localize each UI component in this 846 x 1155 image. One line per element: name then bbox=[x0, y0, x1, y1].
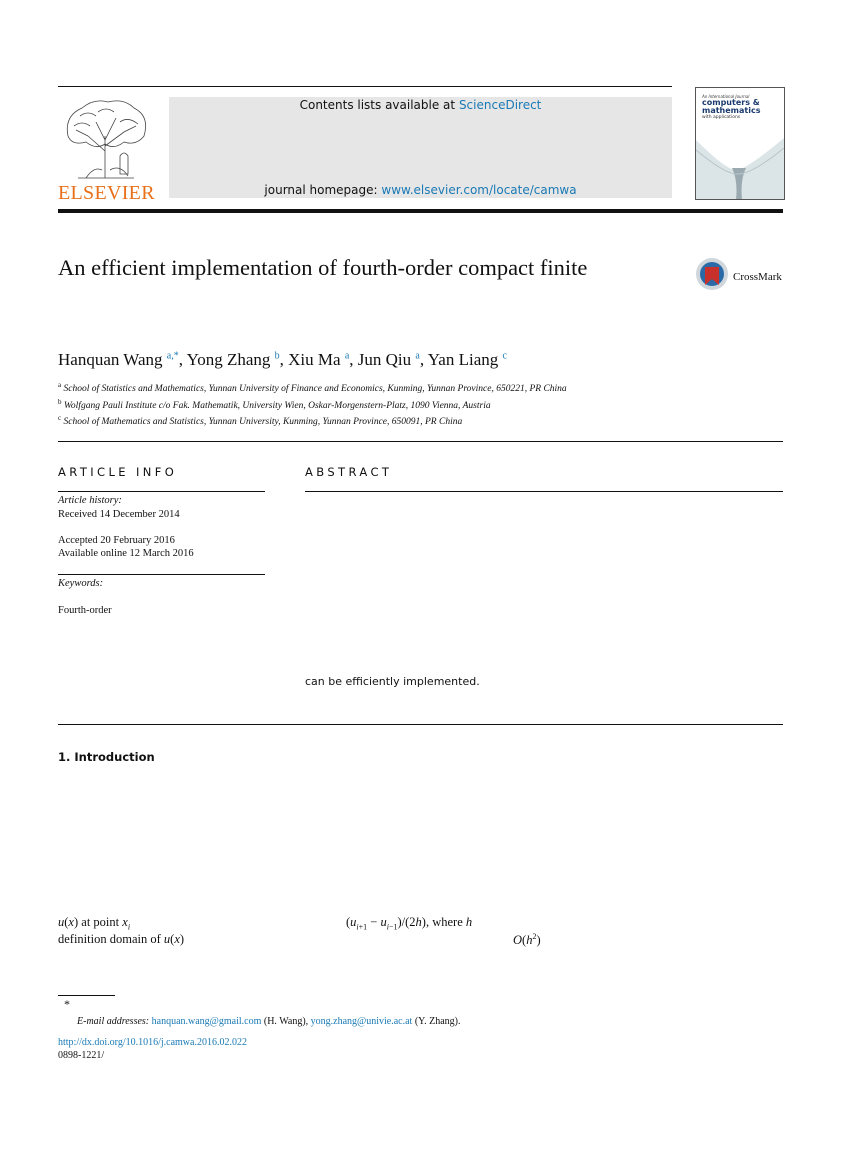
article-info-heading: ARTICLE INFO bbox=[58, 465, 178, 479]
top-rule bbox=[58, 86, 672, 87]
affiliation: $^c$ School of Mathematics and Statistics, Yunnan University, Kunming, Yunnan Province, 650091, PR China bbox=[58, 414, 463, 428]
article-info-rule bbox=[58, 491, 265, 492]
author-name: Yan Liang bbox=[427, 350, 499, 369]
article-history-label: Article history: bbox=[58, 495, 122, 506]
cover-title-line2: mathematics bbox=[702, 106, 761, 115]
contents-line: Contents lists available at ScienceDirect bbox=[299, 98, 542, 112]
email-link[interactable]: hanquan.wang@gmail.com bbox=[151, 1016, 262, 1027]
author-name: Hanquan Wang bbox=[58, 350, 163, 369]
elsevier-logo bbox=[58, 96, 155, 204]
intro-line-1-right: $(u_{i+1} - u_{i-1})/(2h)$, where h bbox=[346, 915, 473, 932]
cover-title-line1: computers & bbox=[702, 98, 760, 107]
affiliation: $^a$ School of Statistics and Mathematics, Yunnan University of Finance and Economics, Kunming, Yunnan Province, 650221, PR China bbox=[58, 381, 567, 395]
doi-link[interactable]: http://dx.doi.org/10.1016/j.camwa.2016.02.022 bbox=[58, 1037, 247, 1048]
article-title: An efficient implementation of fourth-order compact finite bbox=[58, 255, 588, 280]
abstract-end-rule bbox=[58, 724, 783, 725]
author-affiliation-link[interactable]: b bbox=[274, 350, 280, 362]
crossmark-badge[interactable] bbox=[695, 257, 785, 293]
cover-subtitle: with applications bbox=[702, 115, 741, 120]
journal-homepage-link[interactable]: www.elsevier.com/locate/camwa bbox=[381, 183, 577, 197]
issn: 0898-1221/ bbox=[58, 1050, 105, 1061]
section-heading-introduction: 1. Introduction bbox=[58, 750, 155, 764]
keyword: Fourth-order bbox=[58, 605, 112, 616]
available-online-date: Available online 12 March 2016 bbox=[58, 548, 194, 559]
author-name: Xiu Ma bbox=[288, 350, 341, 369]
keywords-rule bbox=[58, 574, 265, 575]
cover-top-text: An International Journal bbox=[702, 94, 750, 99]
abstract-heading: ABSTRACT bbox=[305, 465, 393, 479]
author-affiliation-link[interactable]: c bbox=[502, 350, 507, 362]
keywords-label: Keywords: bbox=[58, 578, 104, 589]
elsevier-wordmark: ELSEVIER bbox=[58, 182, 155, 204]
abstract-text: can be efficiently implemented. bbox=[305, 675, 480, 688]
intro-line-2-right: $O(h^2)$ bbox=[513, 932, 541, 948]
crossmark-label: CrossMark bbox=[733, 271, 782, 283]
journal-header-box bbox=[169, 97, 672, 198]
abstract-rule bbox=[305, 491, 783, 492]
author-affiliation-link[interactable]: a,* bbox=[166, 350, 179, 362]
cover-art-image bbox=[696, 130, 784, 200]
footnote-star: * bbox=[64, 997, 70, 1011]
author-name: Jun Qiu bbox=[357, 350, 412, 369]
crossmark-icon bbox=[695, 257, 729, 291]
sciencedirect-link[interactable]: ScienceDirect bbox=[458, 98, 542, 112]
header-thick-rule bbox=[58, 209, 783, 213]
email-link[interactable]: yong.zhang@univie.ac.at bbox=[310, 1016, 413, 1027]
elsevier-tree-icon bbox=[58, 96, 152, 180]
accepted-date: Accepted 20 February 2016 bbox=[58, 535, 175, 546]
journal-cover bbox=[695, 87, 785, 200]
affiliation: $^b$ Wolfgang Pauli Institute c/o Fak. Mathematik, University Wien, Oskar-Morgenstern-Platz, 1090 Vienna, Austria bbox=[58, 398, 491, 412]
math-u-of-x: u(x) bbox=[58, 915, 79, 929]
author-list: Hanquan Wang $^{a,*}$, Yong Zhang $^b$, Xiu Ma $^a$, Jun Qiu $^a$, Yan Liang $^c$ bbox=[58, 350, 507, 369]
footnote-rule bbox=[58, 995, 115, 996]
math-central-difference: $(u_{i+1} - u_{i-1})/(2h)$ bbox=[346, 915, 426, 932]
homepage-line: journal homepage: www.elsevier.com/locate/camwa bbox=[264, 183, 577, 197]
affiliations-rule bbox=[58, 441, 783, 442]
received-date: Received 14 December 2014 bbox=[58, 509, 180, 520]
author-affiliation-link[interactable]: a bbox=[415, 350, 420, 362]
footnote-emails: E-mail addresses: hanquan.wang@gmail.com (H. Wang), yong.zhang@univie.ac.at (Y. Zhang). bbox=[77, 1016, 461, 1027]
intro-line-2-left: definition domain of u(x) bbox=[58, 932, 185, 946]
author-affiliation-link[interactable]: a bbox=[344, 350, 350, 362]
intro-line-1-left: u(x) at point $x_i$ bbox=[58, 915, 131, 932]
author-name: Yong Zhang bbox=[186, 350, 271, 369]
